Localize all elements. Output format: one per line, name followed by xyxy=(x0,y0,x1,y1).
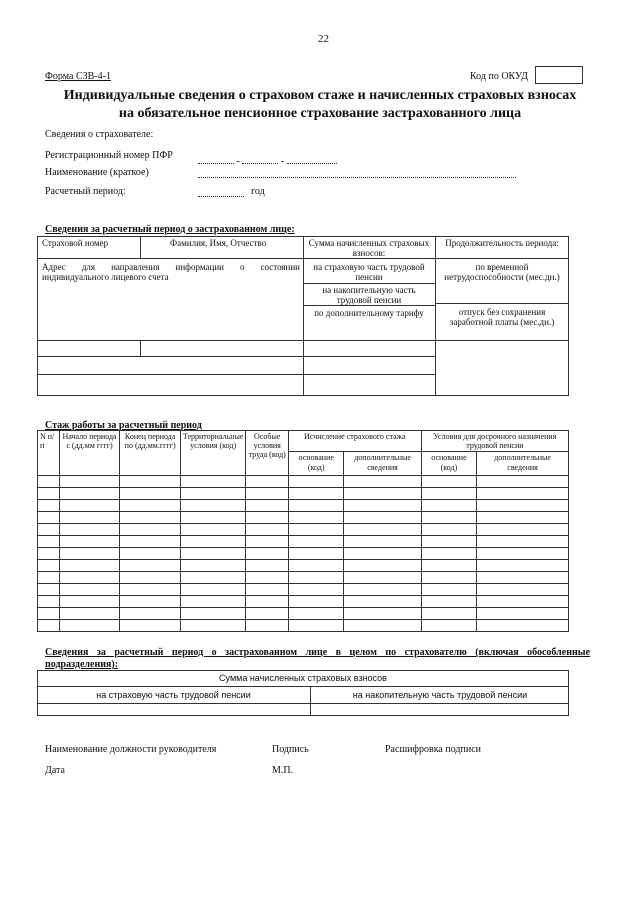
col-period-end: Конец периода по (дд.мм.гггг) xyxy=(120,431,180,476)
signature-decoding-label: Расшифровка подписи xyxy=(385,744,481,755)
section2-heading: Стаж работы за расчетный период xyxy=(45,420,202,431)
work-experience-table xyxy=(37,430,569,632)
divider xyxy=(303,236,304,396)
divider xyxy=(37,356,435,357)
table-row xyxy=(38,500,569,512)
table-row xyxy=(38,476,569,488)
divider xyxy=(435,236,436,396)
sum-funded-part: на накопительную часть трудовой пенсии xyxy=(322,285,416,306)
name-label: Наименование (краткое) xyxy=(45,167,149,178)
total-funded-part: на накопительную часть трудовой пенсии xyxy=(352,690,528,700)
total-contributions-label: Сумма начисленных страховых взносов xyxy=(219,673,387,683)
section1-heading: Сведения за расчетный период о застрахованном лице: xyxy=(45,224,295,235)
period-year-field[interactable] xyxy=(198,187,244,197)
divider xyxy=(37,703,569,704)
table-row xyxy=(38,584,569,596)
col-experience-calculation: Исчисление страхового стажа xyxy=(289,431,422,452)
table-row xyxy=(38,488,569,500)
section3-heading: Сведения за расчетный период о застрахованном лице в целом по страхователю (включая обособленные подразделения): xyxy=(45,647,590,670)
table-row xyxy=(38,548,569,560)
col-early-pension: Условия для досрочного назначения трудовой пенсии xyxy=(421,431,568,452)
col-contributions-sum: Сумма начисленных страховых взносов: xyxy=(308,238,430,259)
sub-extra-info: дополнительные сведения xyxy=(344,452,421,476)
col-number: N п/п xyxy=(38,431,60,476)
table-row xyxy=(38,512,569,524)
stamp-label: М.П. xyxy=(272,765,294,776)
sub-basis-code: основание (код) xyxy=(289,452,344,476)
duration-unpaid-leave: отпуск без сохранения заработной платы (мес.дн.) xyxy=(449,307,555,328)
table-row xyxy=(38,572,569,584)
total-insurance-part: на страховую часть трудовой пенсии xyxy=(96,690,251,700)
okud-code-box[interactable] xyxy=(535,66,583,84)
sum-additional-tariff: по дополнительному тарифу xyxy=(314,308,424,318)
divider xyxy=(37,340,569,341)
table-row xyxy=(38,596,569,608)
divider xyxy=(37,686,569,687)
address-label: Адрес для направления информации о состоянии индивидуального лицевого счета xyxy=(42,262,300,283)
divider xyxy=(140,236,141,258)
col-special-conditions: Особые условия труда (код) xyxy=(246,431,289,476)
manager-position-label: Наименование должности руководителя xyxy=(45,744,217,755)
divider xyxy=(435,303,569,304)
sub-basis-code: основание (код) xyxy=(421,452,476,476)
divider xyxy=(303,283,435,284)
col-territorial-conditions: Территориальные условия (код) xyxy=(180,431,246,476)
table-row xyxy=(38,536,569,548)
title-line-1: Индивидуальные сведения о страховом стаже и начисленных страховых взносах xyxy=(63,88,577,103)
duration-disability: по временной нетрудоспособности (мес.дн.) xyxy=(444,262,560,283)
table-row xyxy=(38,608,569,620)
title-line-2: на обязательное пенсионное страхование застрахованного лица xyxy=(118,106,522,121)
col-period-duration: Продолжительность периода: xyxy=(445,238,559,248)
okud-label: Код по ОКУД xyxy=(470,71,528,82)
page-number: 22 xyxy=(318,33,329,45)
divider xyxy=(140,340,141,356)
date-label: Дата xyxy=(45,765,65,776)
insurer-heading: Сведения о страхователе: xyxy=(45,129,154,140)
name-field[interactable] xyxy=(198,168,516,178)
col-period-start: Начало периода с (дд.мм гггг) xyxy=(59,431,120,476)
col-full-name: Фамилия, Имя, Отчество xyxy=(170,238,267,248)
sum-insurance-part: на страховую часть трудовой пенсии xyxy=(313,262,425,283)
table-row xyxy=(38,620,569,632)
divider xyxy=(37,258,569,259)
year-label: год xyxy=(251,186,265,197)
divider xyxy=(37,374,435,375)
table-row xyxy=(38,560,569,572)
col-insurance-number: Страховой номер xyxy=(42,238,109,248)
reg-number-label: Регистрационный номер ПФР xyxy=(45,150,173,161)
period-label: Расчетный период: xyxy=(45,186,126,197)
work-experience-rows xyxy=(38,476,569,632)
table-row xyxy=(38,524,569,536)
form-code: Форма СЗВ-4-1 xyxy=(45,71,111,82)
signature-label: Подпись xyxy=(272,744,309,755)
reg-number-field[interactable]: - - xyxy=(198,151,337,169)
sub-extra-info: дополнительные сведения xyxy=(477,452,569,476)
